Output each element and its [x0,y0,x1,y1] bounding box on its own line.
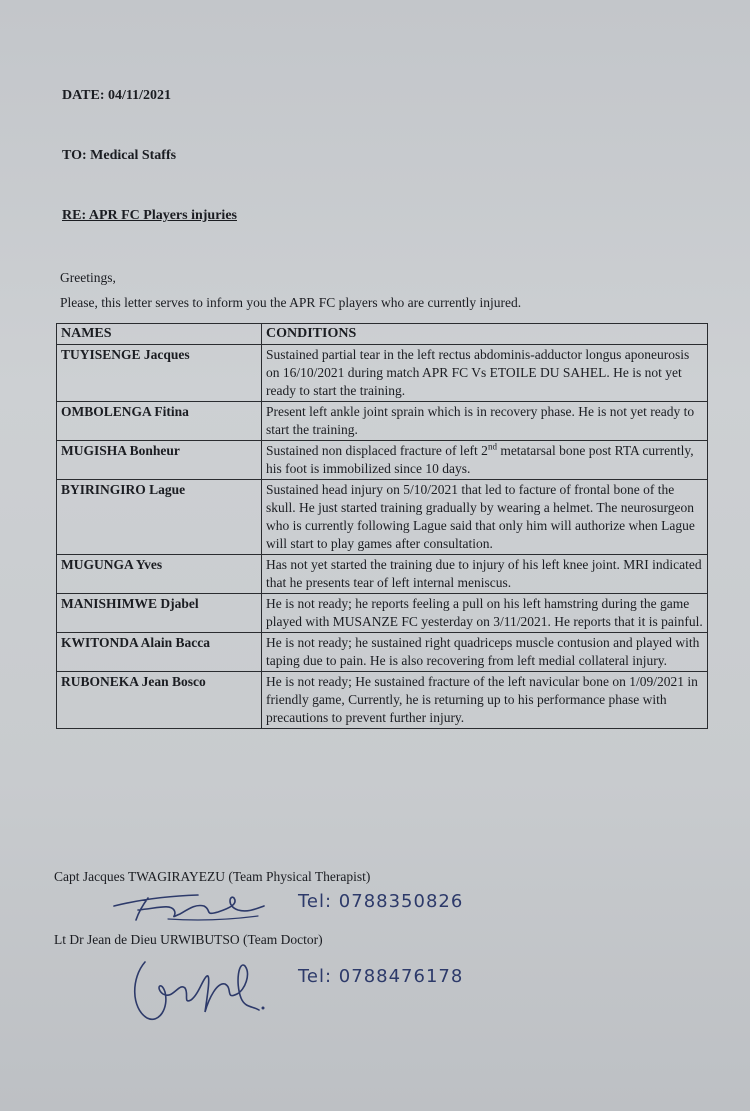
letter-date: DATE: 04/11/2021 [62,88,172,103]
table-row [57,555,708,594]
doctor-phone: Tel: 0788476178 [298,966,464,987]
player-name: OMBOLENGA Fitina [57,402,262,441]
player-condition: Sustained partial tear in the left rectus abdominis-adductor longus aponeurosis on 16/10/2021 during match APR FC Vs ETOILE DU SAHEL. He is not yet ready to start the training. [262,345,708,402]
player-condition [262,441,708,480]
table-row [57,633,708,672]
conditions-header: CONDITIONS [262,324,708,345]
injuries-table [56,323,708,729]
condition-text-end: metatarsal bone post RTA currently, his foot is immobilized since 10 days. [266,443,694,476]
ordinal-suffix: nd [487,441,497,452]
intro-paragraph: Please, this letter serves to inform you the APR FC players who are currently injured. [60,295,522,310]
table-row [57,480,708,555]
player-name: KWITONDA Alain Bacca [57,633,262,672]
player-condition: Has not yet started the training due to injury of his left knee joint. MRI indicated that he presents tear of left internal meniscus. [262,555,708,594]
player-name: MUGUNGA Yves [57,555,262,594]
table-row [57,594,708,633]
player-condition: He is not ready; He sustained fracture of the left navicular bone on 1/09/2021 in friendly game, Currently, he is returning up to his performance phase with precautions to prevent further injury. [262,672,708,729]
table-row [57,441,708,480]
therapist-phone: Tel: 0788350826 [298,891,464,912]
player-name: RUBONEKA Jean Bosco [57,672,262,729]
player-name: TUYISENGE Jacques [57,345,262,402]
player-name: MANISHIMWE Djabel [57,594,262,633]
player-condition: Sustained head injury on 5/10/2021 that led to facture of frontal bone of the skull. He just started training gradually by wearing a helmet. The neurosurgeon who is currently following Lague said that only him will authorize when Lague will start to play games after consultation. [262,480,708,555]
therapist-signature [108,886,268,926]
doctor-title: Lt Dr Jean de Dieu URWIBUTSO (Team Doctor) [54,932,323,947]
letter-recipient: TO: Medical Staffs [62,148,177,163]
condition-text-start: Sustained non displaced fracture of left 2 [266,443,488,458]
letter-subject: RE: APR FC Players injuries [62,208,237,223]
table-row [57,345,708,402]
table-row [57,402,708,441]
names-header: NAMES [57,324,262,345]
therapist-title: Capt Jacques TWAGIRAYEZU (Team Physical Therapist) [54,869,371,884]
player-condition: Present left ankle joint sprain which is in recovery phase. He is not yet ready to start the training. [262,402,708,441]
player-condition: He is not ready; he reports feeling a pull on his left hamstring during the game played with MUSANZE FC yesterday on 3/11/2021. He reports that it is painful. [262,594,708,633]
greeting: Greetings, [60,270,116,285]
doctor-signature [125,948,275,1028]
table-header-row [57,324,708,345]
table-row [57,672,708,729]
player-condition: He is not ready; he sustained right quadriceps muscle contusion and played with taping due to pain. He is also recovering from left medial collateral injury. [262,633,708,672]
player-name: MUGISHA Bonheur [57,441,262,480]
player-name: BYIRINGIRO Lague [57,480,262,555]
